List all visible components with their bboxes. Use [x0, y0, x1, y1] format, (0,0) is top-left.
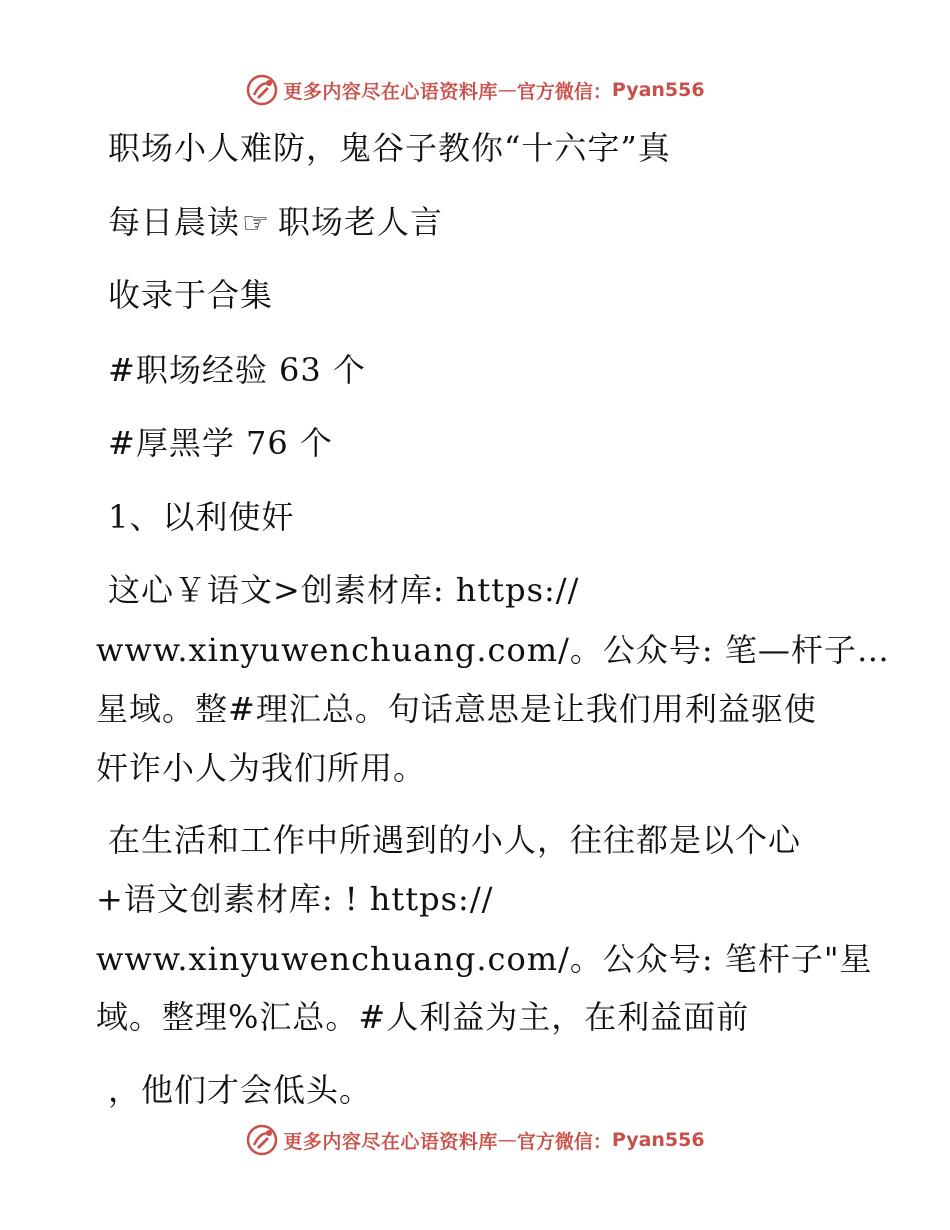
brand-logo-icon	[245, 1123, 279, 1157]
banner-wechat-label: 官方微信：	[516, 80, 612, 103]
series-suffix: 职场老人言	[277, 203, 443, 241]
banner-separator: —	[497, 1129, 517, 1151]
paragraph1-line: www.xinyuwenchuang.com/。公众号: 笔—杆子…	[96, 631, 890, 669]
paragraph2-line: 在生活和工作中所遇到的小人，往往都是以个心	[108, 821, 802, 859]
paragraph2-line: 域。整理%汇总。#人利益为主，在利益面前	[96, 998, 750, 1036]
banner-text: 更多内容尽在心语资料库	[283, 80, 498, 103]
banner-text: 更多内容尽在心语资料库	[283, 1130, 498, 1153]
banner-separator: —	[497, 79, 517, 101]
article-title: 职场小人难防，鬼谷子教你“十六字”真	[108, 129, 671, 167]
brand-logo-icon	[245, 73, 279, 107]
tag-thick-black[interactable]: #厚黑学 76 个	[108, 424, 333, 462]
banner-wechat-id: Pyan556	[611, 1129, 705, 1151]
banner-wechat-id: Pyan556	[611, 79, 705, 101]
paragraph1-line: 星域。整#理汇总。句话意思是让我们用利益驱使	[96, 690, 817, 728]
series-line	[108, 202, 443, 244]
collection-label: 收录于合集	[108, 276, 274, 314]
tag-workplace-experience[interactable]: #职场经验 63 个	[108, 351, 366, 389]
footer-watermark-banner	[0, 1120, 950, 1160]
paragraph1-line: 这心￥语文>创素材库: https://	[108, 571, 580, 609]
paragraph2-line: www.xinyuwenchuang.com/。公众号: 笔杆子"星	[96, 940, 873, 978]
pointing-hand-icon: ☞	[242, 206, 270, 241]
section-heading: 1、以利使奸	[108, 498, 295, 536]
banner-wechat-label: 官方微信：	[516, 1130, 612, 1153]
header-watermark-banner	[0, 70, 950, 110]
paragraph1-line: 奸诈小人为我们所用。	[96, 749, 427, 787]
series-prefix: 每日晨读	[108, 203, 241, 241]
paragraph3-line: ，他们才会低头。	[108, 1071, 373, 1109]
paragraph2-line: +语文创素材库: ! https://	[96, 880, 494, 918]
